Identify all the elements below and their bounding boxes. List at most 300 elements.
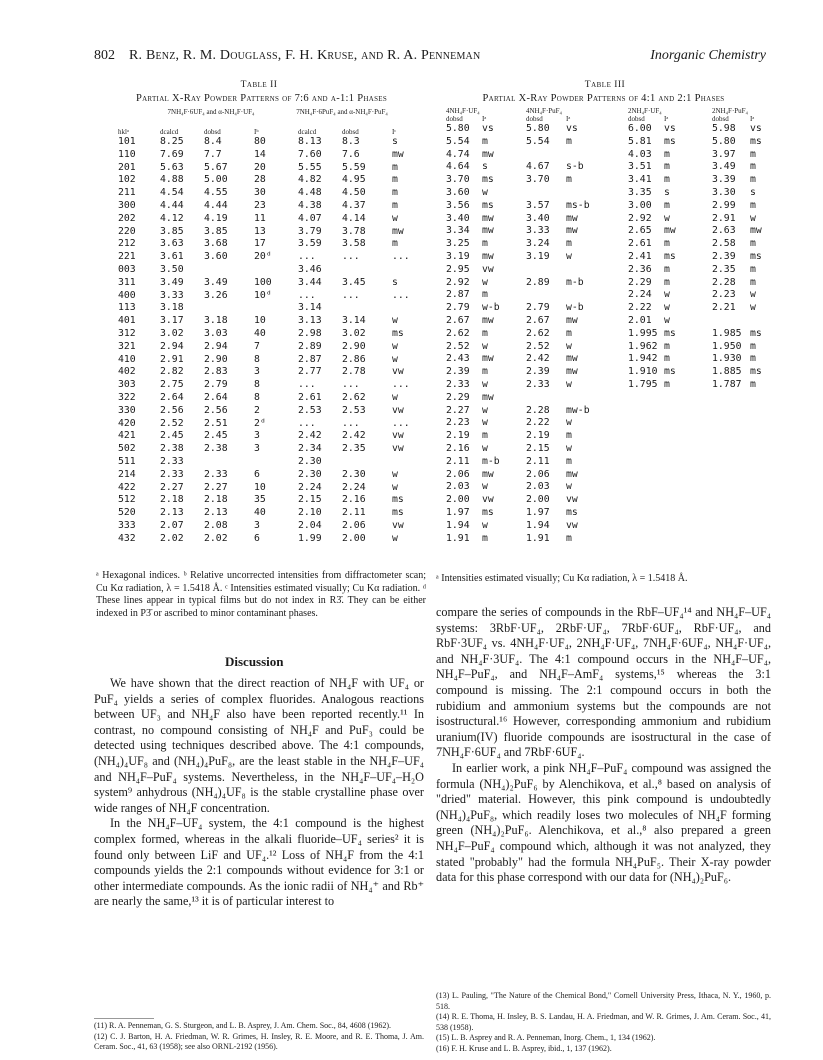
table-cell bbox=[712, 494, 750, 507]
table-cell: 1.99 bbox=[298, 532, 322, 544]
table-cell: ... bbox=[392, 379, 410, 391]
table-cell: ... bbox=[342, 251, 360, 263]
table-cell bbox=[750, 494, 780, 507]
table-cell bbox=[750, 507, 780, 520]
table-cell: ms bbox=[482, 506, 494, 518]
table-cell: 2.02 bbox=[204, 532, 228, 544]
table-cell: vw bbox=[392, 366, 404, 378]
table-cell: mw bbox=[566, 468, 578, 480]
table-row bbox=[118, 174, 414, 187]
table-cell: 2.33 bbox=[160, 468, 184, 480]
table-row bbox=[118, 136, 414, 149]
table-cell: m bbox=[566, 455, 572, 467]
table3 bbox=[446, 107, 780, 545]
table-cell: 7.6 bbox=[342, 148, 360, 160]
table-cell: 3.30 bbox=[712, 186, 736, 198]
table-cell: m bbox=[750, 378, 756, 390]
table-row bbox=[118, 290, 414, 303]
table-cell: w-b bbox=[482, 302, 500, 314]
table-row bbox=[118, 264, 414, 277]
table-cell: 2.95 bbox=[446, 263, 470, 275]
table3-title: Partial X-Ray Powder Patterns of 4:1 and 2:1 Phases bbox=[482, 93, 725, 104]
table-cell: 2.38 bbox=[160, 443, 184, 455]
table-cell: 2.92 bbox=[628, 212, 652, 224]
table-cell bbox=[750, 533, 780, 546]
table-cell bbox=[664, 443, 712, 456]
table-cell: 2.01 bbox=[628, 314, 652, 326]
table-cell: 1.91 bbox=[526, 532, 550, 544]
table3-col-header: Iᵃ bbox=[482, 115, 487, 123]
table-cell: 3.49 bbox=[160, 276, 184, 288]
table-cell: 102 bbox=[118, 174, 136, 186]
table-cell: 201 bbox=[118, 161, 136, 173]
table-cell: w bbox=[482, 276, 488, 288]
table-cell: 4.74 bbox=[446, 148, 470, 160]
table-cell: 4.82 bbox=[298, 174, 322, 186]
table-cell: mw bbox=[482, 250, 494, 262]
table-cell: 2.87 bbox=[446, 289, 470, 301]
table-cell: vw bbox=[392, 519, 404, 531]
table-row bbox=[118, 533, 414, 546]
table-cell bbox=[712, 315, 750, 328]
table-cell: 3.63 bbox=[160, 238, 184, 250]
table-cell: ... bbox=[392, 417, 410, 429]
table-cell bbox=[750, 315, 780, 328]
table-cell: 1.97 bbox=[446, 506, 470, 518]
table-cell: 2.39 bbox=[712, 250, 736, 262]
table-cell bbox=[392, 302, 414, 315]
table-cell bbox=[712, 507, 750, 520]
body-paragraph: We have shown that the direct reaction of NH₄F with UF₄ or PuF₄ yields a series of complex fluorides. Analogous reactions between UF₃ and NH₄F also have been reported recently.¹¹ In contrast, no compound consisting of NH₄F and PuF₃ could be detected using techniques described above. The 4:1 compounds, (NH₄)₄UF₈ and (NH₄)₄PuF₈, are the least stable in the NH₄F–UF₄ and NH₄F–PuF₄ systems. Nevertheless, in the NH₄F–UF₄–H₂O system⁹ anhydrous (NH₄)₄UF₈ is the stable crystalline phase over wide ranges of NH₄F concentration. bbox=[94, 676, 424, 815]
table-cell: ms bbox=[482, 199, 494, 211]
table-cell bbox=[628, 417, 664, 430]
table-cell: ... bbox=[392, 251, 410, 263]
table-cell: 4.14 bbox=[342, 212, 366, 224]
table-cell: 1.910 bbox=[628, 366, 658, 378]
table-cell: 3.49 bbox=[204, 276, 228, 288]
table-cell: 2.07 bbox=[160, 519, 184, 531]
table-cell: mw bbox=[392, 225, 404, 237]
table-cell: m bbox=[482, 289, 488, 301]
table-cell: vw bbox=[566, 519, 578, 531]
table-cell: 5.63 bbox=[160, 161, 184, 173]
table-cell: 4.50 bbox=[342, 187, 366, 199]
table2-title: Partial X-Ray Powder Patterns of 7:6 and α-1:1 Phases bbox=[135, 93, 388, 104]
table-cell: m bbox=[750, 276, 756, 288]
table-cell bbox=[204, 456, 254, 469]
table-cell: m bbox=[750, 199, 756, 211]
table-row bbox=[118, 354, 414, 367]
table-cell: 2.79 bbox=[526, 302, 550, 314]
table-cell: 2.94 bbox=[204, 340, 228, 352]
table-cell: 10 bbox=[254, 481, 266, 493]
table-cell bbox=[392, 264, 414, 277]
table-cell: 2.78 bbox=[342, 366, 366, 378]
table-cell: m bbox=[664, 199, 670, 211]
table-cell: 2.63 bbox=[712, 225, 736, 237]
table-cell: 212 bbox=[118, 238, 136, 250]
table-cell: w bbox=[392, 353, 398, 365]
table-cell: w bbox=[566, 340, 572, 352]
table-cell: 2.39 bbox=[446, 366, 470, 378]
footnote: (16) F. H. Kruse and L. B. Asprey, ibid., 1, 137 (1962). bbox=[436, 1043, 612, 1053]
table-cell: mw bbox=[482, 212, 494, 224]
table-cell: m bbox=[392, 174, 398, 186]
table-cell: 2.18 bbox=[204, 494, 228, 506]
table-row bbox=[446, 187, 780, 200]
table-cell: 4.67 bbox=[526, 161, 550, 173]
table-cell: 2.00 bbox=[526, 494, 550, 506]
table-cell: ms bbox=[566, 506, 578, 518]
table-cell: 2.62 bbox=[342, 391, 366, 403]
table-cell: m bbox=[664, 148, 670, 160]
table-cell: m bbox=[482, 135, 488, 147]
table-cell: 2.90 bbox=[204, 353, 228, 365]
table-row bbox=[118, 469, 414, 482]
table3-group-header: 2NH₄F·UF₄ bbox=[628, 107, 662, 115]
table-cell bbox=[712, 456, 750, 469]
table-cell: 2.33 bbox=[446, 378, 470, 390]
table-cell: 3.44 bbox=[298, 276, 322, 288]
table-cell: 17 bbox=[254, 238, 266, 250]
table-cell bbox=[664, 417, 712, 430]
table-cell: 3.33 bbox=[526, 225, 550, 237]
table-cell: w bbox=[392, 340, 398, 352]
table-row bbox=[446, 456, 780, 469]
table-cell: 2.94 bbox=[160, 340, 184, 352]
table-cell: 100 bbox=[254, 276, 272, 288]
table-cell: m bbox=[566, 430, 572, 442]
table-cell: m bbox=[392, 199, 398, 211]
table-cell bbox=[664, 520, 712, 533]
table-cell: m bbox=[566, 174, 572, 186]
table-cell: ms-b bbox=[566, 199, 590, 211]
table3-col-header: dobsd bbox=[526, 115, 543, 123]
table-cell: 4.44 bbox=[204, 199, 228, 211]
table-row bbox=[446, 149, 780, 162]
table-cell: 3.49 bbox=[712, 161, 736, 173]
table-cell: 502 bbox=[118, 443, 136, 455]
table-row bbox=[118, 482, 414, 495]
table-row bbox=[446, 353, 780, 366]
table-cell: 4.64 bbox=[446, 161, 470, 173]
table-cell: 3.46 bbox=[298, 263, 322, 275]
table-cell: 2.06 bbox=[342, 519, 366, 531]
table-cell: 3.14 bbox=[298, 302, 322, 314]
table-cell: s bbox=[482, 161, 488, 173]
table-cell: 4.19 bbox=[204, 212, 228, 224]
table-cell: 4.07 bbox=[298, 212, 322, 224]
table-cell: 8 bbox=[254, 379, 260, 391]
table-cell: 2.08 bbox=[204, 519, 228, 531]
table-cell: 1.91 bbox=[446, 532, 470, 544]
table-cell: 1.930 bbox=[712, 353, 742, 365]
table-cell: 3.19 bbox=[526, 250, 550, 262]
table-cell: 2.34 bbox=[298, 443, 322, 455]
table-cell: 1.94 bbox=[526, 519, 550, 531]
table-cell: 4.55 bbox=[204, 187, 228, 199]
table-cell: 5.67 bbox=[204, 161, 228, 173]
table-cell: 8 bbox=[254, 391, 260, 403]
table-cell: 101 bbox=[118, 136, 136, 147]
table-cell: 3.70 bbox=[446, 174, 470, 186]
table-cell bbox=[750, 456, 780, 469]
table-cell: 2.92 bbox=[446, 276, 470, 288]
table3-col-header: dobsd bbox=[446, 115, 463, 123]
table-cell: 4.03 bbox=[628, 148, 652, 160]
footnote: (15) L. B. Asprey and R. A. Penneman, Inorg. Chem., 1, 134 (1962). bbox=[436, 1033, 656, 1042]
table-cell: 2.27 bbox=[446, 404, 470, 416]
table-cell: mw bbox=[482, 353, 494, 365]
table-cell bbox=[566, 187, 628, 200]
table-cell: 2.24 bbox=[628, 289, 652, 301]
table-cell: 13 bbox=[254, 225, 266, 237]
table2-caption: Table II bbox=[240, 80, 278, 90]
table-cell: ... bbox=[342, 289, 360, 301]
table-cell: 2.30 bbox=[298, 455, 322, 467]
table-cell: 3.39 bbox=[712, 174, 736, 186]
table-cell: m bbox=[566, 327, 572, 339]
table2-col-header: Iᶜ bbox=[392, 128, 397, 136]
table-cell bbox=[628, 469, 664, 482]
table-cell: ms bbox=[664, 366, 676, 378]
table-cell bbox=[664, 494, 712, 507]
table-cell: 3.25 bbox=[446, 238, 470, 250]
discussion-right-column bbox=[436, 605, 771, 886]
table-cell: 113 bbox=[118, 302, 136, 314]
table-cell bbox=[628, 430, 664, 443]
table-cell: 3.24 bbox=[526, 238, 550, 250]
table-cell: 1.94 bbox=[446, 519, 470, 531]
table-cell: w bbox=[664, 314, 670, 326]
table-cell: 2.53 bbox=[342, 404, 366, 416]
table2-group1-head: 7NH₄F·6UF₄ and α-NH₄F·UF₄ bbox=[167, 108, 255, 116]
table-cell bbox=[712, 520, 750, 533]
table-row bbox=[118, 392, 414, 405]
table-row bbox=[118, 366, 414, 379]
table-cell bbox=[664, 481, 712, 494]
table-cell: 3.79 bbox=[298, 225, 322, 237]
table-cell: 2.42 bbox=[298, 430, 322, 442]
table-cell: w bbox=[482, 186, 488, 198]
table-row bbox=[446, 302, 780, 315]
table-cell: m bbox=[750, 353, 756, 365]
table-cell: mw bbox=[482, 314, 494, 326]
table-cell: w bbox=[392, 481, 398, 493]
table-cell: m bbox=[750, 238, 756, 250]
table-cell: m bbox=[566, 532, 572, 544]
table3-group-header: 2NH₄F·PuF₄ bbox=[712, 107, 749, 115]
footnote: (12) C. J. Barton, H. A. Friedman, W. R. Grimes, H. Insley, R. E. Moore, and R. E. Thoma, J. Am. Ceram. Soc., 41, 63 (1958); see also ORNL-2192 (1956). bbox=[94, 1031, 424, 1051]
table-cell: 4.95 bbox=[342, 174, 366, 186]
body-paragraph: In the NH₄F–UF₄ system, the 4:1 compound is the highest complex formed, whereas in the alkali fluoride–UF₄ series² it is found only between LiF and UF₄.¹² Loss of NH₄F from the 4:1 compounds yields the 2:1 compounds without evidence for 3:1 or other intermediate compounds. As the ionic radii of NH₄⁺ and Rb⁺ are nearly the same,¹³ it is of particular interest to bbox=[94, 816, 424, 909]
table-cell: 2.89 bbox=[298, 340, 322, 352]
table-cell: w bbox=[482, 481, 488, 493]
table-cell: w bbox=[392, 468, 398, 480]
table-cell: 2.16 bbox=[446, 442, 470, 454]
table-cell: 2.61 bbox=[628, 238, 652, 250]
table-cell: 2.35 bbox=[712, 263, 736, 275]
table-cell: 4.37 bbox=[342, 199, 366, 211]
table-cell: vs bbox=[750, 123, 762, 134]
table-cell: 3.85 bbox=[160, 225, 184, 237]
table-cell: 2.79 bbox=[204, 379, 228, 391]
table-cell bbox=[254, 264, 298, 277]
table2-col-header: Iᵇ bbox=[254, 128, 259, 136]
table-cell: 5.80 bbox=[446, 123, 470, 134]
table-cell: mw bbox=[482, 391, 494, 403]
table-cell: mw bbox=[482, 225, 494, 237]
table-cell: w bbox=[566, 481, 572, 493]
table-row bbox=[446, 417, 780, 430]
table-cell bbox=[254, 302, 298, 315]
table-row bbox=[446, 161, 780, 174]
table-cell: m bbox=[566, 135, 572, 147]
table-cell: 2.02 bbox=[160, 532, 184, 544]
table-cell: 402 bbox=[118, 366, 136, 378]
table-cell: m-b bbox=[566, 276, 584, 288]
table-cell: 3.18 bbox=[160, 302, 184, 314]
table-cell: ... bbox=[298, 379, 316, 391]
table-cell: 2.36 bbox=[628, 263, 652, 275]
table-cell: ms bbox=[392, 494, 404, 506]
table-cell: w bbox=[750, 289, 756, 301]
table-cell: 6 bbox=[254, 468, 260, 480]
table-cell: 2.64 bbox=[204, 391, 228, 403]
table-row bbox=[446, 520, 780, 533]
table-cell: vw bbox=[392, 404, 404, 416]
table-cell: 2.03 bbox=[526, 481, 550, 493]
table-cell: 2.56 bbox=[204, 404, 228, 416]
table-cell: 2.06 bbox=[446, 468, 470, 480]
table3-col-header: Iᵃ bbox=[750, 115, 755, 123]
table-row bbox=[118, 328, 414, 341]
table-cell: 5.98 bbox=[712, 123, 736, 134]
table-cell bbox=[628, 405, 664, 418]
table-cell: ms bbox=[482, 174, 494, 186]
table-cell: 7 bbox=[254, 340, 260, 352]
table-row bbox=[118, 149, 414, 162]
table-cell: 10ᵈ bbox=[254, 289, 272, 301]
table-row bbox=[446, 238, 780, 251]
table-row bbox=[118, 187, 414, 200]
table-cell: ms bbox=[750, 135, 762, 147]
table-cell: 2.51 bbox=[204, 417, 228, 429]
table-cell: 3.00 bbox=[628, 199, 652, 211]
table3-col-header: Iᵃ bbox=[664, 115, 669, 123]
table-cell: mw bbox=[566, 366, 578, 378]
table-cell: w bbox=[482, 404, 488, 416]
table-cell: 2.82 bbox=[160, 366, 184, 378]
table-cell: vs bbox=[566, 123, 578, 134]
table-cell: 2.11 bbox=[446, 455, 470, 467]
table-row bbox=[446, 315, 780, 328]
table-cell: vs bbox=[664, 123, 676, 134]
table-cell: 4.54 bbox=[160, 187, 184, 199]
footnote: (11) R. A. Penneman, G. S. Sturgeon, and L. B. Asprey, J. Am. Chem. Soc., 84, 4608 (1962). bbox=[94, 1021, 392, 1030]
table-row bbox=[446, 136, 780, 149]
discussion-heading: Discussion bbox=[225, 654, 284, 669]
table-cell: 3.41 bbox=[628, 174, 652, 186]
table-cell bbox=[664, 507, 712, 520]
table-cell: 2.67 bbox=[526, 314, 550, 326]
table-cell: 2.64 bbox=[160, 391, 184, 403]
table-cell bbox=[664, 430, 712, 443]
table3-col-header: dobsd bbox=[712, 115, 729, 123]
table-cell: 432 bbox=[118, 532, 136, 544]
table-cell: ms bbox=[664, 327, 676, 339]
table-row bbox=[446, 494, 780, 507]
table-row bbox=[118, 213, 414, 226]
table-cell: s bbox=[392, 276, 398, 288]
table-cell bbox=[628, 533, 664, 546]
table-cell: 3.33 bbox=[160, 289, 184, 301]
table-row bbox=[446, 289, 780, 302]
table3-group-header: 4NH₄F·UF₄ bbox=[446, 107, 480, 115]
table-cell: mw bbox=[750, 225, 762, 237]
table-cell: 520 bbox=[118, 507, 136, 519]
table-cell: vw bbox=[482, 494, 494, 506]
table-cell: 3.45 bbox=[342, 276, 366, 288]
table-cell: 3.57 bbox=[526, 199, 550, 211]
table-cell bbox=[628, 456, 664, 469]
table-cell bbox=[750, 430, 780, 443]
table-cell: 8.4 bbox=[204, 136, 222, 147]
table-cell: 3.02 bbox=[160, 327, 184, 339]
table-cell: 3.17 bbox=[160, 315, 184, 327]
table-cell: m bbox=[750, 174, 756, 186]
table-cell bbox=[664, 405, 712, 418]
table-cell: 2.00 bbox=[446, 494, 470, 506]
table-cell: 3.34 bbox=[446, 225, 470, 237]
table-row bbox=[446, 123, 780, 136]
table-row bbox=[446, 379, 780, 392]
table-cell: ... bbox=[342, 379, 360, 391]
table-cell: 3.02 bbox=[342, 327, 366, 339]
table-cell: 2.62 bbox=[526, 327, 550, 339]
table-cell: 3.97 bbox=[712, 148, 736, 160]
table-cell: 2.24 bbox=[342, 481, 366, 493]
table-cell: 2.45 bbox=[204, 430, 228, 442]
table-row bbox=[446, 200, 780, 213]
table-cell: w bbox=[664, 289, 670, 301]
table-cell: 2.22 bbox=[526, 417, 550, 429]
table-cell: 2.03 bbox=[446, 481, 470, 493]
table-cell: 2.45 bbox=[160, 430, 184, 442]
table-cell: ms bbox=[750, 366, 762, 378]
table-cell: 221 bbox=[118, 251, 136, 263]
table-cell: 3.18 bbox=[204, 315, 228, 327]
table-cell: 3.19 bbox=[446, 250, 470, 262]
table-cell: 420 bbox=[118, 417, 136, 429]
table-cell: m bbox=[664, 263, 670, 275]
table-cell: 2.22 bbox=[628, 302, 652, 314]
table-cell: ms bbox=[664, 135, 676, 147]
footnote-rule bbox=[94, 1018, 154, 1019]
footnote: (14) R. E. Thoma, H. Insley, B. S. Landau, H. A. Friedman, and W. R. Grimes, J. Am. Ceram. Soc., 41, 538 (1958). bbox=[436, 1012, 771, 1032]
running-authors: R. Benz, R. M. Douglass, F. H. Kruse, and R. A. Penneman bbox=[129, 48, 481, 63]
table-cell: w bbox=[392, 532, 398, 544]
table-cell: w bbox=[482, 378, 488, 390]
table-cell bbox=[712, 469, 750, 482]
table-cell: 311 bbox=[118, 276, 136, 288]
table-row bbox=[118, 277, 414, 290]
table-cell: 3.70 bbox=[526, 174, 550, 186]
table2-group2-head: 7NH₄F·6PuF₄ and α-NH₄F·PuF₄ bbox=[296, 108, 388, 116]
table-cell: 321 bbox=[118, 340, 136, 352]
table-cell: w bbox=[566, 417, 572, 429]
table-cell: ... bbox=[392, 289, 410, 301]
